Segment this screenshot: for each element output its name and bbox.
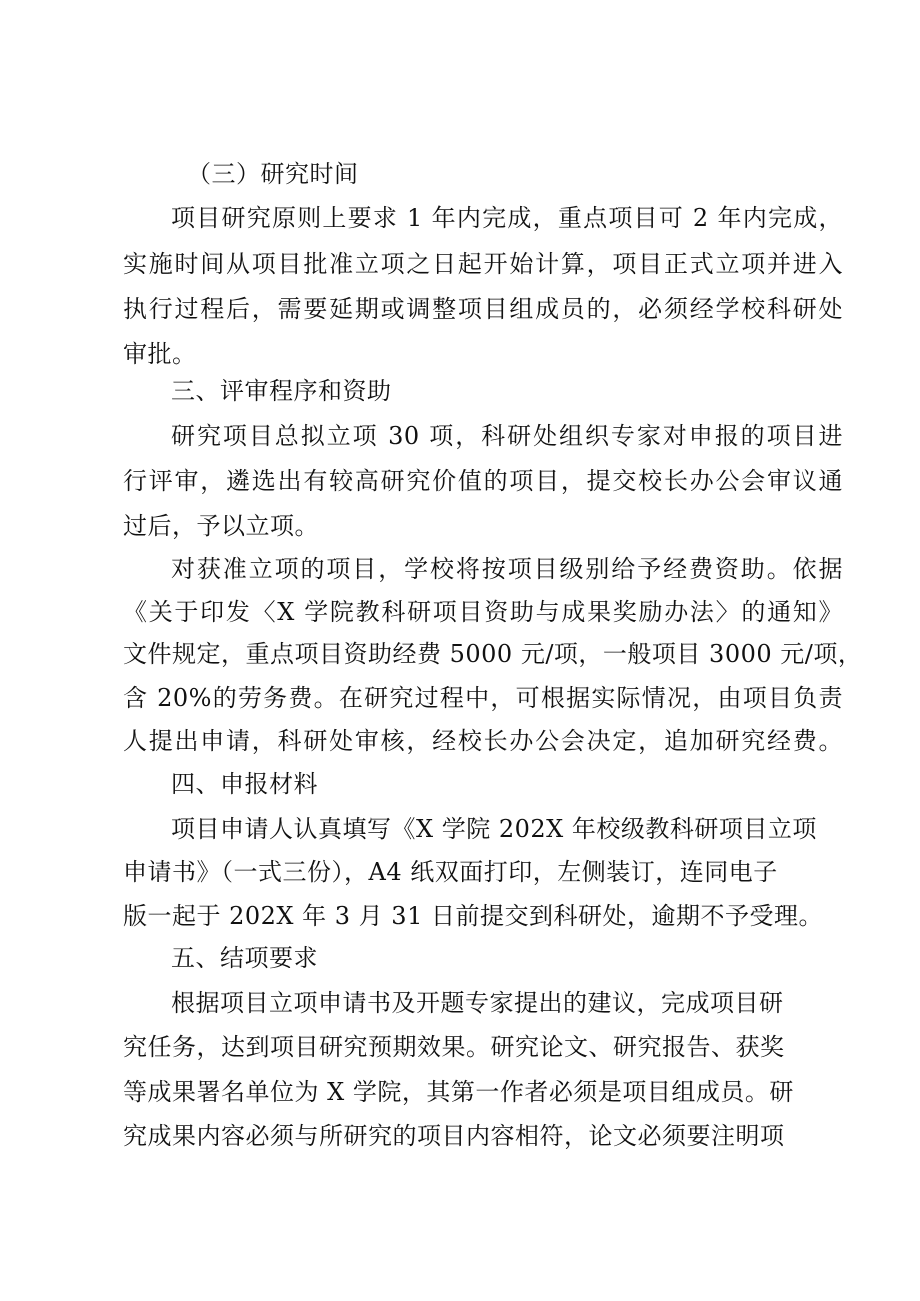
paragraph-line: 对获准立项的项目，学校将按项目级别给予经费资助。依据 bbox=[171, 555, 843, 583]
paragraph-line: 等成果署名单位为 X 学院，其第一作者必须是项目组成员。研 bbox=[123, 1078, 794, 1106]
section-heading-application-materials: 四、申报材料 bbox=[171, 770, 318, 798]
paragraph-line: 《关于印发〈X 学院教科研项目资助与成果奖励办法〉的通知》 bbox=[123, 598, 843, 626]
paragraph-line: 过后，予以立项。 bbox=[123, 512, 319, 540]
paragraph-line: 版一起于 202X 年 3 月 31 日前提交到科研处，逾期不予受理。 bbox=[123, 902, 823, 930]
paragraph-line: 究成果内容必须与所研究的项目内容相符，论文必须要注明项 bbox=[123, 1122, 785, 1150]
paragraph-line: 研究项目总拟立项 30 项，科研处组织专家对申报的项目进 bbox=[171, 422, 843, 450]
section-heading-completion-requirements: 五、结项要求 bbox=[171, 944, 318, 972]
paragraph-line: 审批。 bbox=[123, 340, 197, 368]
section-heading-research-time: （三）研究时间 bbox=[187, 160, 359, 188]
paragraph-line: 实施时间从项目批准立项之日起开始计算，项目正式立项并进入 bbox=[123, 250, 843, 278]
paragraph-line: 项目申请人认真填写《X 学院 202X 年校级教科研项目立项 bbox=[171, 815, 817, 843]
paragraph-line: 人提出申请，科研处审核，经校长办公会决定，追加研究经费。 bbox=[123, 727, 843, 755]
section-heading-review-funding: 三、评审程序和资助 bbox=[171, 377, 392, 405]
paragraph-line: 根据项目立项申请书及开题专家提出的建议，完成项目研 bbox=[171, 989, 784, 1017]
paragraph-line: 文件规定，重点项目资助经费 5000 元/项，一般项目 3000 元/项， bbox=[123, 640, 863, 668]
paragraph-line: 究任务，达到项目研究预期效果。研究论文、研究报告、获奖 bbox=[123, 1033, 785, 1061]
paragraph-line: 项目研究原则上要求 1 年内完成，重点项目可 2 年内完成， bbox=[171, 204, 843, 232]
paragraph-line: 行评审，遴选出有较高研究价值的项目，提交校长办公会审议通 bbox=[123, 467, 843, 495]
paragraph-line: 含 20%的劳务费。在研究过程中，可根据实际情况，由项目负责 bbox=[123, 684, 843, 712]
paragraph-line: 申请书》（一式三份），A4 纸双面打印，左侧装订，连同电子 bbox=[123, 858, 778, 886]
paragraph-line: 执行过程后，需要延期或调整项目组成员的，必须经学校科研处 bbox=[123, 295, 843, 323]
